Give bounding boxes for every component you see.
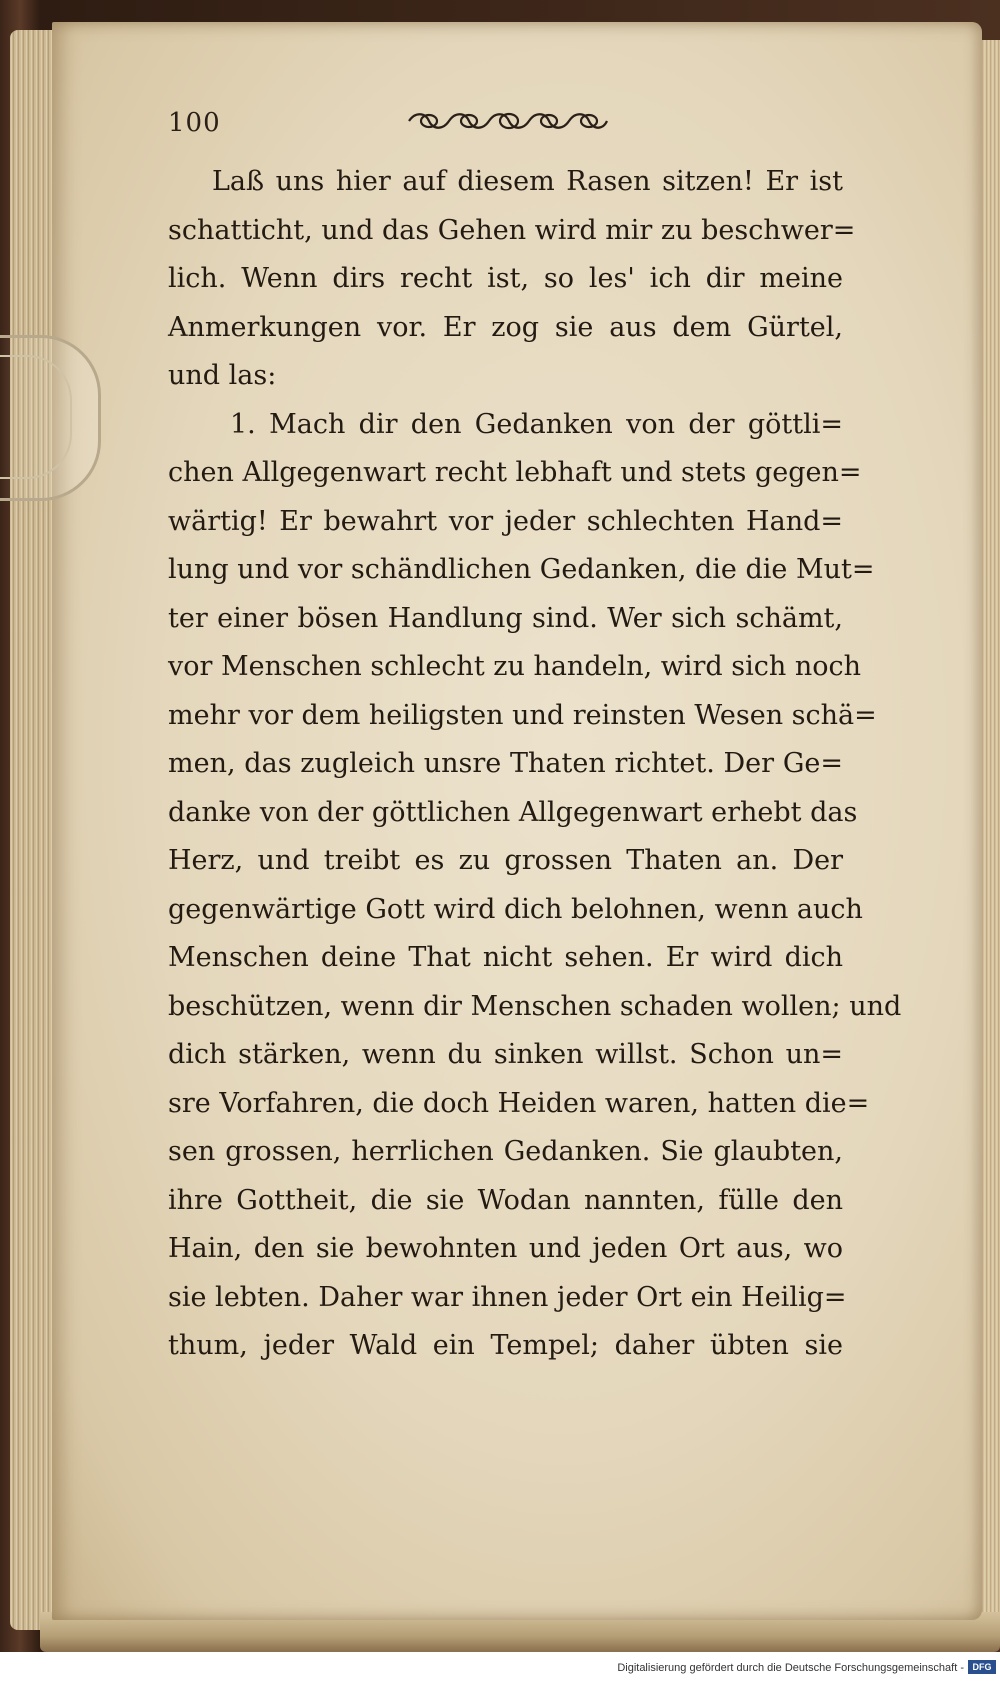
- text-line: Anmerkungen vor. Er zog sie aus dem Gürtel,: [168, 311, 843, 343]
- text-line: danke von der göttlichen Allgegenwart erhebt das: [168, 796, 858, 828]
- text-line: wärtig! Er bewahrt vor jeder schlechten Hand=: [168, 505, 843, 537]
- text-line: Hain, den sie bewohnten und jeden Ort aus, wo: [168, 1233, 843, 1264]
- page-edges-left: [10, 30, 58, 1630]
- text-line: beschützen, wenn dir Menschen schaden wollen; und: [168, 990, 902, 1022]
- text-line: mehr vor dem heiligsten und reinsten Wesen schä=: [168, 699, 877, 731]
- page-number: 100: [168, 108, 221, 138]
- text-line: schatticht, und das Gehen wird mir zu beschwer=: [168, 214, 856, 246]
- text-line: Laß uns hier auf diesem Rasen sitzen! Er ist: [212, 166, 843, 197]
- ornament-icon: [405, 108, 610, 134]
- text-line: sen grossen, herrlichen Gedanken. Sie glaubten,: [168, 1136, 843, 1167]
- footer-credit: Digitalisierung gefördert durch die Deutsche Forschungsgemeinschaft -: [617, 1662, 964, 1674]
- text-line: sre Vorfahren, die doch Heiden waren, hatten die=: [168, 1087, 870, 1119]
- text-line: men, das zugleich unsre Thaten richtet. Der Ge=: [168, 748, 843, 779]
- bookmark-clip-inner: [0, 355, 72, 479]
- text-line: Menschen deine That nicht sehen. Er wird dich: [168, 942, 843, 973]
- dfg-logo: DFG: [968, 1660, 996, 1674]
- text-line: vor Menschen schlecht zu handeln, wird sich noch: [168, 651, 862, 682]
- text-line: gegenwärtige Gott wird dich belohnen, wenn auch: [168, 893, 863, 925]
- text-line: thum, jeder Wald ein Tempel; daher übten sie: [168, 1330, 843, 1361]
- text-line: ter einer bösen Handlung sind. Wer sich schämt,: [168, 602, 843, 634]
- text-line: ihre Gottheit, die sie Wodan nannten, fülle den: [168, 1184, 843, 1216]
- text-line: dich stärken, wenn du sinken willst. Schon un=: [168, 1039, 843, 1070]
- text-line: lung und vor schändlichen Gedanken, die die Mut=: [168, 554, 875, 585]
- text-line: und las:: [168, 360, 277, 391]
- text-line: chen Allgegenwart recht lebhaft und stets gegen=: [168, 457, 862, 488]
- text-line: lich. Wenn dirs recht ist, so les' ich dir meine: [168, 263, 843, 294]
- text-line: Herz, und treibt es zu grossen Thaten an. Der: [168, 845, 843, 876]
- body-text: [168, 158, 902, 1371]
- text-line: 1. Mach dir den Gedanken von der göttli=: [230, 408, 843, 440]
- text-line: sie lebten. Daher war ihnen jeder Ort ein Heilig=: [168, 1281, 847, 1313]
